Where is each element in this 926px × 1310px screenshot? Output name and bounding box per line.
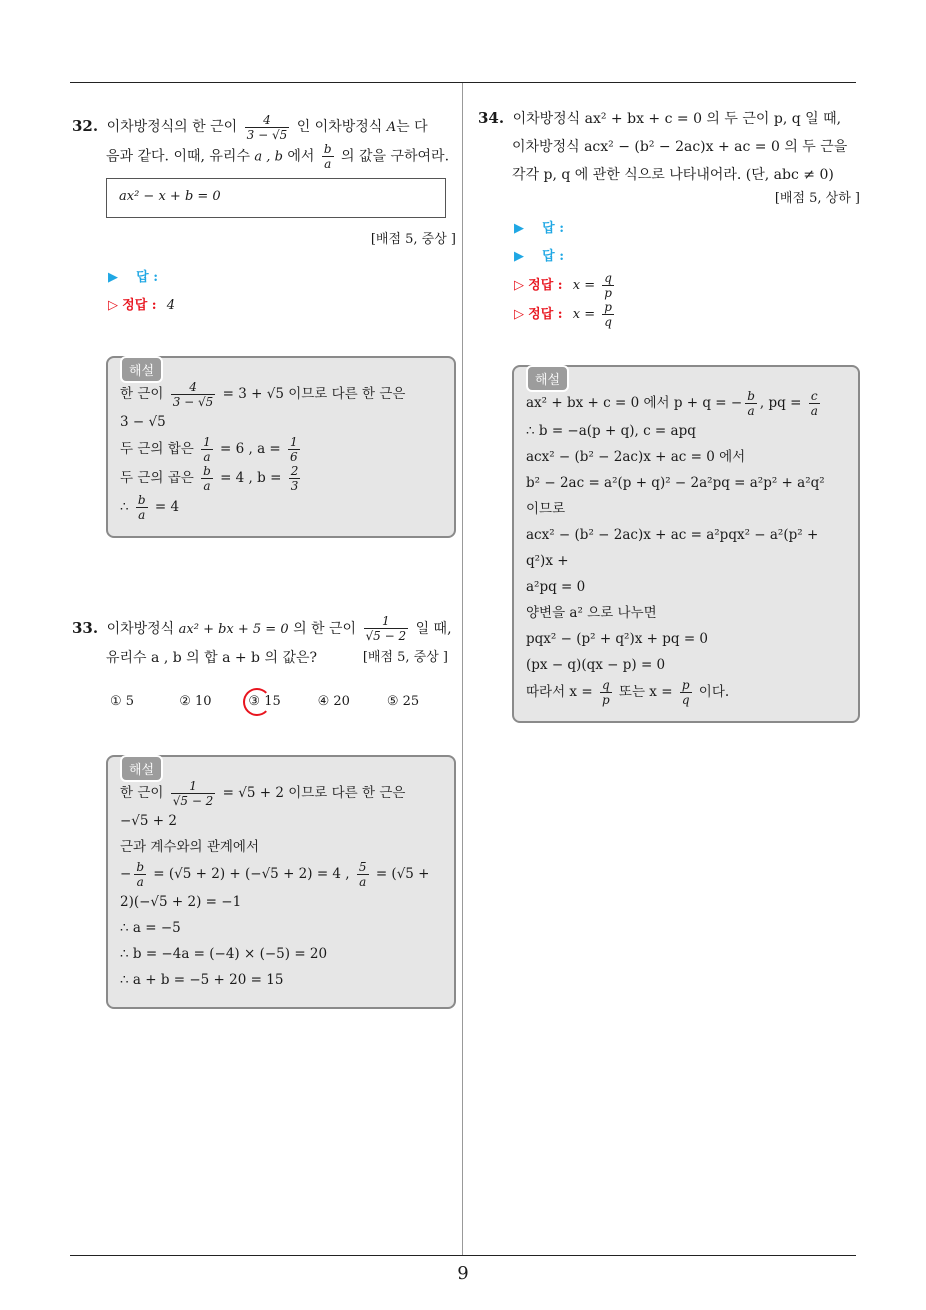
outline-arrow-icon: ▷ xyxy=(514,278,524,293)
answer-input-row[interactable]: ▶ 답 : xyxy=(108,269,159,285)
top-rule xyxy=(70,82,856,83)
solution-panel: 해설 한 근이 $\frac{1}{√5 - 2}$ = √5 + 2 이므로 다른 한 근은 −√5 + 2 근과 계수와의 관계에서 − $\frac{b}{a}$ = (√5 + 2) + (−√5 + 2) = 4 , $\frac{5}{a}$ = (√5 + 2)(−√5 + 2) = −1 ∴ a = −5 ∴ b = −4a = (−4) × (−5) = 20 ∴ a + b = −5 + 20 = 15 xyxy=(106,755,456,1009)
page-number: 9 xyxy=(457,1263,469,1284)
choice-list xyxy=(110,694,456,709)
question-32: 32. 이차방정식의 한 근이 $\frac{4}{3 - √5}$ 인 이차방정식 A는 다 음과 같다. 이때, 유리수 a , b 에서 $\frac{b}{a}$ 의 값을 구하여라. ax² − x + b = 0 [배점 5, 중상 ] ▶ 답 : ▷ 정답 : 4 해설 한 근이 $\frac{4}{3 - √5}$ = 3 + √5 이므로 다른 한 근은 3 − √5 두 근의 합은 $\frac{1}{a}$ = 6 , a = $\frac{1}{6}$ 두 근의 곱은 $\frac{b}{a}$ = 4 , b = $\frac{2}{3}$ ∴ $\frac{b}{a}$ = 4 xyxy=(72,112,456,538)
solution-panel: 해설 ax² + bx + c = 0 에서 p + q = − $\frac{b}{a}$ , pq = $\frac{c}{a}$ ∴ b = −a(p + q), c = apq acx² − (b² − 2ac)x + ac = 0 에서 b² − 2ac = a²(p + q)² − 2a²pq = a²p² + a²q² 이므로 acx² − (b² − 2ac)x + ac = a²pqx² − a²(p² + q²)x + a²pq = 0 양변을 a² 으로 나누면 pqx² − (p² + q²)x + pq = 0 (px − q)(qx − p) = 0 따라서 x = $\frac{q}{p}$ 또는 x = $\frac{p}{q}$ 이다. xyxy=(512,365,860,723)
fraction: $\frac{1}{√5 - 2}$ xyxy=(365,614,407,643)
choice-3-selected[interactable]: ③ 15 xyxy=(248,694,317,709)
correct-answer-row-1: ▷ 정답 : x = $\frac{q}{p}$ xyxy=(514,271,612,300)
solution-panel: 해설 한 근이 $\frac{4}{3 - √5}$ = 3 + √5 이므로 다른 한 근은 3 − √5 두 근의 합은 $\frac{1}{a}$ = 6 , a = $\frac{1}{6}$ 두 근의 곱은 $\frac{b}{a}$ = 4 , b = $\frac{2}{3}$ ∴ $\frac{b}{a}$ = 4 xyxy=(106,356,456,538)
solution-tab[interactable]: 해설 xyxy=(120,755,163,782)
bottom-rule xyxy=(70,1255,856,1256)
answer-input-row-1[interactable]: ▶ 답 : xyxy=(514,221,565,236)
score-label: [배점 5, 중상 ] xyxy=(370,231,456,247)
question-number: 34. xyxy=(478,109,505,127)
right-column xyxy=(478,104,860,723)
solution-tab[interactable]: 해설 xyxy=(120,356,163,383)
question-34: 34. 이차방정식 ax² + bx + c = 0 의 두 근이 p, q 일 때, 이차방정식 acx² − (b² − 2ac)x + ac = 0 의 두 근을 각각 p, q 에 관한 식으로 나타내어라. (단, abc ≠ 0) [배점 5, 상하 ] ▶ 답 : ▶ 답 : ▷ 정답 : x = $\frac{q}{p}$ ▷ 정답 : x = $\frac{p}{q}$ 해설 ax² + bx + c = 0 에서 p + q = − $\frac{b}{a}$ , pq = $\frac{c}{a}$ ∴ b = −a(p + q), c = apq acx² − (b² − 2ac)x + ac = 0 에서 b² − 2ac = a²(p + q)² − 2a²pq = a²p² + a²q² 이므로 acx² − (b² − 2ac)x + ac = a²pqx² − a²(p² + q²)x + a²pq = 0 양변을 a² 으로 나누면 pqx² − (p² + q²)x + pq = 0 (px − q)(qx − p) = 0 따라서 x = $\frac{q}{p}$ 또는 x = $\frac{p}{q}$ 이다. xyxy=(478,104,860,723)
question-33: 33. 이차방정식 ax² + bx + 5 = 0 의 한 근이 $\frac{1}{√5 - 2}$ 일 때, 유리수 a , b 의 합 a + b 의 값은? [배점 5, 중상 ] ① 5 ② 10 ③ 15 ④ 20 ⑤ 25 해설 한 근이 $\frac{1}{√5 - 2}$ = √5 + 2 이므로 다른 한 근은 −√5 + 2 근과 계수와의 관계에서 − $\frac{b}{a}$ = (√5 + 2) + (−√5 + 2) = 4 , $\frac{5}{a}$ = (√5 + 2)(−√5 + 2) = −1 ∴ a = −5 ∴ b = −4a = (−4) × (−5) = 20 ∴ a + b = −5 + 20 = 15 xyxy=(72,614,456,1009)
answer-input-row-2[interactable]: ▶ 답 : xyxy=(514,249,565,264)
play-arrow-icon: ▶ xyxy=(514,249,524,264)
outline-arrow-icon: ▷ xyxy=(108,297,118,313)
choice-1[interactable]: ① 5 xyxy=(110,693,135,709)
solution-tab[interactable]: 해설 xyxy=(526,365,569,392)
column-divider xyxy=(462,83,463,1255)
play-arrow-icon: ▶ xyxy=(514,221,524,236)
selected-circle-icon xyxy=(243,688,271,716)
left-column xyxy=(72,112,456,1009)
correct-answer-row: ▷ 정답 : 4 xyxy=(108,297,176,313)
score-label: [배점 5, 상하 ] xyxy=(774,191,860,206)
outline-arrow-icon: ▷ xyxy=(514,307,524,322)
choice-2[interactable]: ② 10 xyxy=(179,693,212,709)
choice-5[interactable]: ⑤ 25 xyxy=(386,693,420,709)
given-equation-box: ax² − x + b = 0 xyxy=(106,178,446,218)
play-arrow-icon: ▶ xyxy=(108,269,118,285)
question-number: 32. xyxy=(72,117,99,135)
score-label: [배점 5, 중상 ] xyxy=(362,649,448,665)
fraction: $\frac{b}{a}$ xyxy=(323,142,332,171)
correct-answer-row-2: ▷ 정답 : x = $\frac{p}{q}$ xyxy=(514,300,612,329)
choice-4[interactable]: ④ 20 xyxy=(317,693,350,709)
fraction: $\frac{4}{3 - √5}$ xyxy=(246,112,288,142)
question-number: 33. xyxy=(72,618,99,637)
